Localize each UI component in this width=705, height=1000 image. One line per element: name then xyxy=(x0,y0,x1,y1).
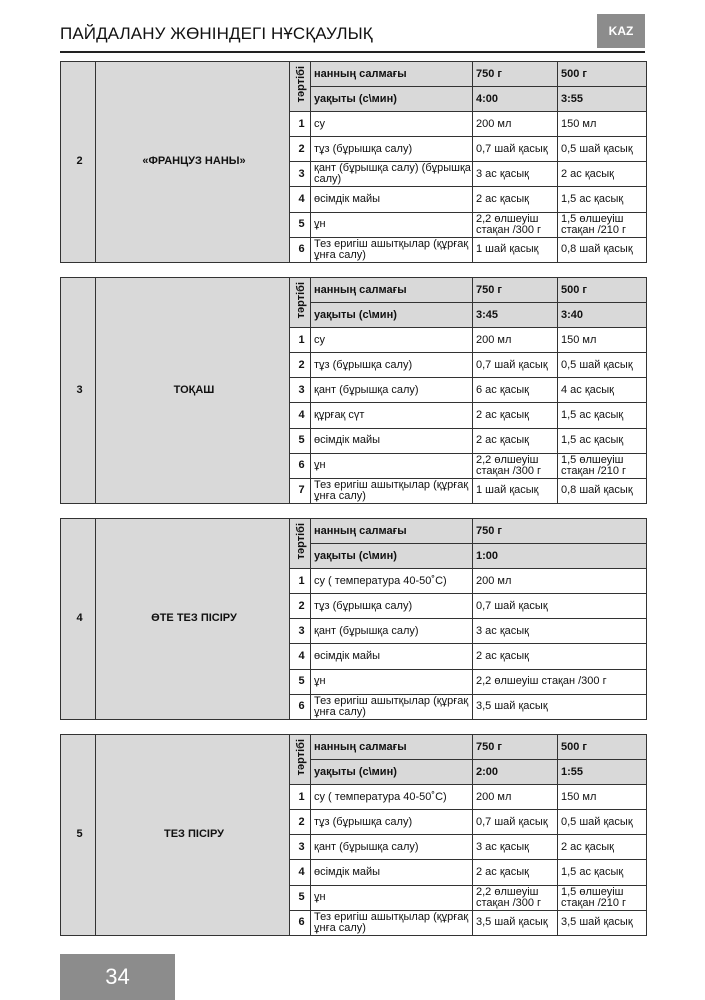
ingredient-index: 2 xyxy=(290,810,311,835)
ingredient-index: 5 xyxy=(290,885,311,910)
weight-value: 500 г xyxy=(558,735,647,760)
weight-label: нанның салмағы xyxy=(311,519,473,544)
time-value: 4:00 xyxy=(473,87,558,112)
order-label: тәртібі xyxy=(295,739,307,776)
weight-value: 750 г xyxy=(473,62,558,87)
ingredient-amount: 2 ас қасық xyxy=(473,860,558,885)
ingredient-index: 3 xyxy=(290,162,311,187)
ingredient-index: 3 xyxy=(290,835,311,860)
ingredient-amount: 0,7 шай қасық xyxy=(473,137,558,162)
page-header-title: ПАЙДАЛАНУ ЖӨНІНДЕГІ НҰСҚАУЛЫҚ xyxy=(60,24,373,43)
ingredient-amount: 3,5 шай қасық xyxy=(473,910,558,935)
ingredient-index: 3 xyxy=(290,619,311,644)
ingredient-index: 6 xyxy=(290,453,311,478)
program-table-5 xyxy=(60,734,647,936)
ingredient-name: су ( температура 40-50˚С) xyxy=(311,569,473,594)
table-row xyxy=(61,519,647,544)
order-header xyxy=(290,519,311,569)
ingredient-amount: 1 шай қасық xyxy=(473,237,558,262)
ingredient-amount: 0,5 шай қасық xyxy=(558,353,647,378)
program-table-2 xyxy=(60,61,647,263)
ingredient-index: 4 xyxy=(290,860,311,885)
ingredient-name: су xyxy=(311,112,473,137)
ingredient-amount: 0,5 шай қасық xyxy=(558,137,647,162)
ingredient-amount: 2 ас қасық xyxy=(473,187,558,212)
order-label: тәртібі xyxy=(295,523,307,560)
ingredient-name: қант (бұрышқа салу) xyxy=(311,835,473,860)
ingredient-amount: 150 мл xyxy=(558,328,647,353)
ingredient-amount: 2,2 өлшеуіш стақан /300 г xyxy=(473,885,558,910)
ingredient-amount: 2 ас қасық xyxy=(473,428,558,453)
ingredient-amount: 2 ас қасық xyxy=(473,644,647,669)
weight-label: нанның салмағы xyxy=(311,278,473,303)
weight-value: 750 г xyxy=(473,735,558,760)
ingredient-amount: 0,8 шай қасық xyxy=(558,478,647,503)
program-name: ТЕЗ ПІСІРУ xyxy=(96,735,290,936)
order-header xyxy=(290,62,311,112)
ingredient-name: өсімдік майы xyxy=(311,644,473,669)
ingredient-name: өсімдік майы xyxy=(311,428,473,453)
ingredient-amount: 150 мл xyxy=(558,785,647,810)
ingredient-name: Тез еригіш ашытқылар (құрғақ ұнға салу) xyxy=(311,237,473,262)
program-name: ТОҚАШ xyxy=(96,278,290,504)
ingredient-name: тұз (бұрышқа салу) xyxy=(311,594,473,619)
ingredient-amount: 4 ас қасық xyxy=(558,378,647,403)
program-name: ӨТЕ ТЕЗ ПІСІРУ xyxy=(96,519,290,720)
ingredient-amount: 2 ас қасық xyxy=(558,162,647,187)
ingredient-amount: 3 ас қасық xyxy=(473,619,647,644)
ingredient-amount: 0,7 шай қасық xyxy=(473,353,558,378)
program-table-4 xyxy=(60,518,647,720)
time-value: 3:55 xyxy=(558,87,647,112)
ingredient-index: 4 xyxy=(290,644,311,669)
ingredient-index: 6 xyxy=(290,910,311,935)
weight-value: 500 г xyxy=(558,62,647,87)
time-value: 1:00 xyxy=(473,544,647,569)
ingredient-name: тұз (бұрышқа салу) xyxy=(311,353,473,378)
ingredient-name: тұз (бұрышқа салу) xyxy=(311,137,473,162)
ingredient-amount: 0,5 шай қасық xyxy=(558,810,647,835)
ingredient-index: 4 xyxy=(290,187,311,212)
weight-value: 750 г xyxy=(473,519,647,544)
ingredient-index: 6 xyxy=(290,694,311,719)
time-value: 3:45 xyxy=(473,303,558,328)
ingredient-amount: 200 мл xyxy=(473,328,558,353)
ingredient-amount: 200 мл xyxy=(473,785,558,810)
weight-label: нанның салмағы xyxy=(311,735,473,760)
ingredient-amount: 1,5 ас қасық xyxy=(558,187,647,212)
ingredient-name: құрғақ сүт xyxy=(311,403,473,428)
language-badge: KAZ xyxy=(597,14,645,48)
ingredient-index: 1 xyxy=(290,785,311,810)
ingredient-index: 2 xyxy=(290,353,311,378)
program-table-3 xyxy=(60,277,647,504)
order-header xyxy=(290,735,311,785)
ingredient-name: Тез еригіш ашытқылар (құрғақ ұнға салу) xyxy=(311,910,473,935)
ingredient-amount: 3,5 шай қасық xyxy=(558,910,647,935)
ingredient-amount: 1 шай қасық xyxy=(473,478,558,503)
ingredient-amount: 2,2 өлшеуіш стақан /300 г xyxy=(473,212,558,237)
program-name: «ФРАНЦУЗ НАНЫ» xyxy=(96,62,290,263)
ingredient-index: 4 xyxy=(290,403,311,428)
time-value: 1:55 xyxy=(558,760,647,785)
ingredient-amount: 0,7 шай қасық xyxy=(473,810,558,835)
ingredient-amount: 2,2 өлшеуіш стақан /300 г xyxy=(473,669,647,694)
ingredient-name: Тез еригіш ашытқылар (құрғақ ұнға салу) xyxy=(311,694,473,719)
ingredient-name: тұз (бұрышқа салу) xyxy=(311,810,473,835)
ingredient-amount: 6 ас қасық xyxy=(473,378,558,403)
program-number: 3 xyxy=(61,278,96,504)
ingredient-amount: 3 ас қасық xyxy=(473,162,558,187)
program-number: 4 xyxy=(61,519,96,720)
ingredient-amount: 2 ас қасық xyxy=(473,403,558,428)
ingredient-amount: 1,5 ас қасық xyxy=(558,403,647,428)
ingredient-amount: 3,5 шай қасық xyxy=(473,694,647,719)
time-label: уақыты (с\мин) xyxy=(311,303,473,328)
ingredient-index: 5 xyxy=(290,428,311,453)
weight-label: нанның салмағы xyxy=(311,62,473,87)
ingredient-amount: 0,7 шай қасық xyxy=(473,594,647,619)
time-value: 3:40 xyxy=(558,303,647,328)
ingredient-name: ұн xyxy=(311,885,473,910)
ingredient-amount: 150 мл xyxy=(558,112,647,137)
weight-value: 750 г xyxy=(473,278,558,303)
program-number: 2 xyxy=(61,62,96,263)
ingredient-amount: 1,5 ас қасық xyxy=(558,428,647,453)
ingredient-name: қант (бұрышқа салу) xyxy=(311,619,473,644)
weight-value: 500 г xyxy=(558,278,647,303)
ingredient-amount: 200 мл xyxy=(473,112,558,137)
ingredient-name: су xyxy=(311,328,473,353)
table-row xyxy=(61,278,647,303)
ingredient-name: қант (бұрышқа салу) (бұрышқа салу) xyxy=(311,162,473,187)
ingredient-index: 5 xyxy=(290,212,311,237)
page-number: 34 xyxy=(60,954,175,1000)
ingredient-name: өсімдік майы xyxy=(311,860,473,885)
ingredient-amount: 3 ас қасық xyxy=(473,835,558,860)
ingredient-name: қант (бұрышқа салу) xyxy=(311,378,473,403)
ingredient-amount: 200 мл xyxy=(473,569,647,594)
ingredient-name: ұн xyxy=(311,212,473,237)
table-row xyxy=(61,735,647,760)
ingredient-amount: 1,5 өлшеуіш стақан /210 г xyxy=(558,885,647,910)
ingredient-amount: 1,5 өлшеуіш стақан /210 г xyxy=(558,212,647,237)
ingredient-index: 1 xyxy=(290,112,311,137)
ingredient-index: 1 xyxy=(290,328,311,353)
ingredient-index: 3 xyxy=(290,378,311,403)
time-label: уақыты (с\мин) xyxy=(311,760,473,785)
ingredient-amount: 1,5 өлшеуіш стақан /210 г xyxy=(558,453,647,478)
program-number: 5 xyxy=(61,735,96,936)
order-label: тәртібі xyxy=(295,66,307,103)
ingredient-name: өсімдік майы xyxy=(311,187,473,212)
ingredient-index: 5 xyxy=(290,669,311,694)
order-label: тәртібі xyxy=(295,282,307,319)
ingredient-name: ұн xyxy=(311,453,473,478)
ingredient-name: су ( температура 40-50˚С) xyxy=(311,785,473,810)
ingredient-index: 7 xyxy=(290,478,311,503)
ingredient-index: 2 xyxy=(290,594,311,619)
ingredient-amount: 0,8 шай қасық xyxy=(558,237,647,262)
ingredient-index: 6 xyxy=(290,237,311,262)
time-value: 2:00 xyxy=(473,760,558,785)
table-row xyxy=(61,62,647,87)
ingredient-name: ұн xyxy=(311,669,473,694)
ingredient-amount: 2 ас қасық xyxy=(558,835,647,860)
ingredient-name: Тез еригіш ашытқылар (құрғақ ұнға салу) xyxy=(311,478,473,503)
ingredient-amount: 1,5 ас қасық xyxy=(558,860,647,885)
order-header xyxy=(290,278,311,328)
ingredient-index: 2 xyxy=(290,137,311,162)
ingredient-amount: 2,2 өлшеуіш стақан /300 г xyxy=(473,453,558,478)
time-label: уақыты (с\мин) xyxy=(311,544,473,569)
header-divider xyxy=(60,51,645,53)
time-label: уақыты (с\мин) xyxy=(311,87,473,112)
ingredient-index: 1 xyxy=(290,569,311,594)
